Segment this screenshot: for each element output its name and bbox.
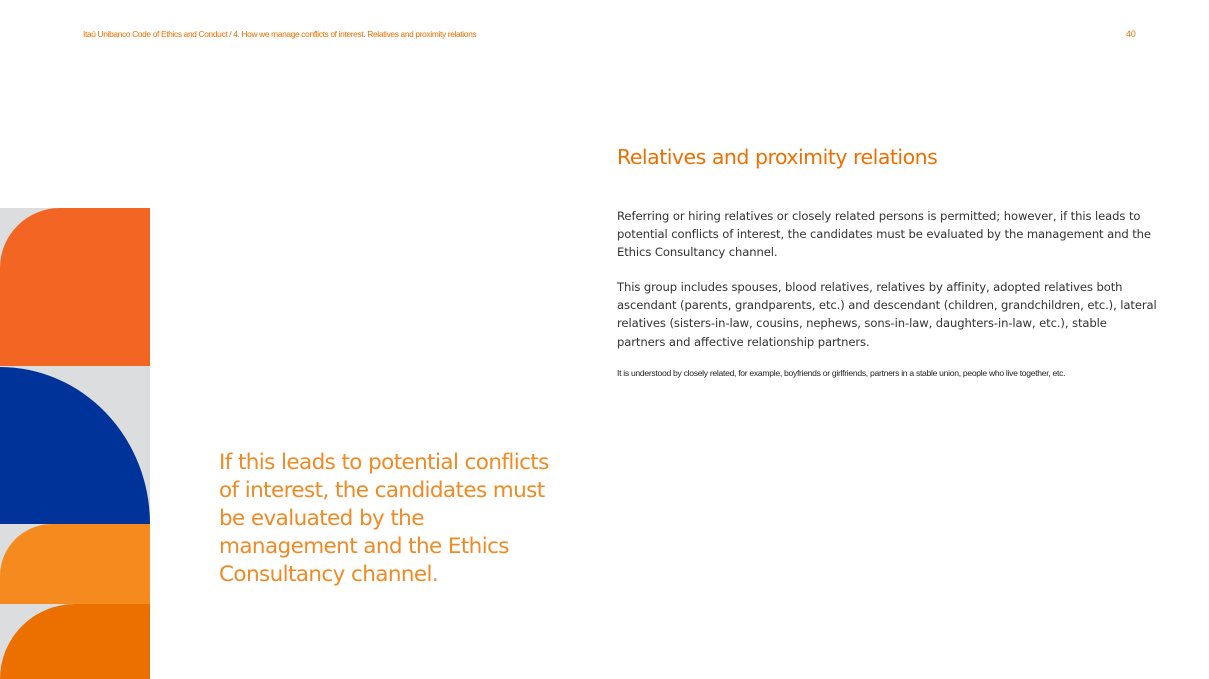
light-orange-shape [0, 524, 150, 604]
body-paragraph: This group includes spouses, blood relatives, relatives by affinity, adopted relatives both ascendant (parents, grandparents, etc.) and descendant (children, grandchildren, etc.), lateral relatives (sisters-in-law, cousins, nephews, sons-in-law, daughters-in-law, etc.), stable partners and affective relationship partners. [617, 280, 1157, 349]
pull-quote: If this leads to potential conflicts of interest, the candidates must be evaluated by the management and the Ethics Consultancy channel. [219, 450, 549, 587]
footnote: It is understood by closely related, for example, boyfriends or girlfriends, partners in a stable union, people who live together, etc. [617, 368, 1066, 378]
dark-orange-shape [0, 604, 150, 679]
blue-quarter-circle-shape [0, 367, 150, 524]
orange-quarter-shape [0, 208, 150, 366]
breadcrumb: Itaú Unibanco Code of Ethics and Conduct / 4. How we manage conflicts of interest. Relatives and proximity relations [83, 29, 477, 39]
body-paragraph: Referring or hiring relatives or closely related persons is permitted; however, if this leads to potential conflicts of interest, the candidates must be evaluated by the management and the Ethics Consultancy channel. [617, 209, 1151, 260]
decorative-shapes [0, 208, 150, 679]
section-title: Relatives and proximity relations [617, 145, 938, 169]
page-number: 40 [1126, 29, 1136, 39]
